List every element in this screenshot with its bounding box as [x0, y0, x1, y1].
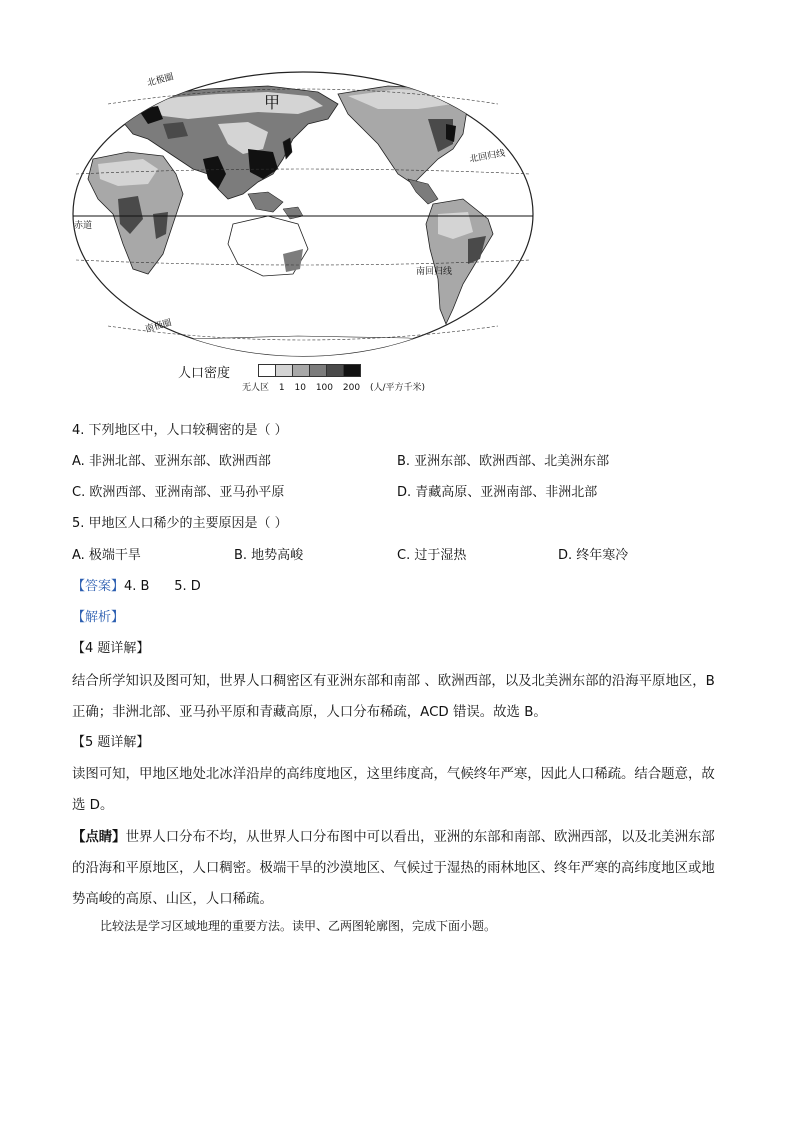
legend-tick: 无人区 — [242, 383, 270, 393]
map-legend — [178, 360, 478, 396]
detail-4-heading: 【4 题详解】 — [72, 641, 150, 656]
legend-swatch — [343, 364, 361, 377]
analysis-tag: 【解析】 — [72, 610, 125, 625]
question-5-option-c: C. 过于湿热 — [397, 548, 467, 563]
question-4-option-c: C. 欧洲西部、亚洲南部、亚马孙平原 — [72, 485, 285, 500]
answer-tag: 【答案】 — [72, 579, 125, 594]
legend-swatch — [326, 364, 344, 377]
label-tropic-of-capricorn: 南回归线 — [416, 267, 453, 277]
legend-swatch — [258, 364, 276, 377]
detail-5-paragraph: 读图可知，甲地区地处北冰洋沿岸的高纬度地区，这里纬度高，气候终年严寒，因此人口稀疏。结合题意，故选 D。 — [72, 767, 715, 813]
world-population-map — [68, 64, 538, 364]
answer-line — [72, 578, 201, 596]
label-equator: 赤道 — [74, 221, 93, 231]
landmass-greenland — [468, 70, 513, 99]
question-4-option-d: D. 青藏高原、亚洲南部、非洲北部 — [397, 485, 598, 500]
legend-swatch — [275, 364, 293, 377]
answer-text: 4. B 5. D — [124, 579, 201, 594]
label-jia: 甲 — [264, 93, 281, 112]
legend-labels — [242, 380, 432, 393]
question-5-option-b: B. 地势高峻 — [234, 548, 304, 563]
legend-tick: 1 — [278, 383, 285, 393]
question-5-stem: 5. 甲地区人口稀少的主要原因是（ ） — [72, 516, 288, 531]
question-4-stem: 4. 下列地区中，人口较稠密的是（ ） — [72, 423, 288, 438]
label-tropic-of-cancer: 北回归线 — [468, 148, 506, 165]
legend-tick: 200 — [342, 383, 361, 393]
legend-tick: 10 — [294, 383, 306, 393]
tip-paragraph — [72, 822, 722, 915]
tip-text: 世界人口分布不均，从世界人口分布图中可以看出，亚洲的东部和南部、欧洲西部，以及北美洲东部的沿海和平原地区，人口稠密。极端干旱的沙漠地区、气候过于湿热的雨林地区、终年严寒的高纬度地区或地势高峻的高原、山区，人口稀疏。 — [72, 830, 715, 907]
legend-title: 人口密度 — [178, 366, 231, 381]
detail-4-paragraph: 结合所学知识及图可知，世界人口稠密区有亚洲东部和南部 、欧洲西部，以及北美洲东部的沿海平原地区，B 正确；非洲北部、亚马孙平原和青藏高原，人口分布稀疏，ACD 错误。故选 B。 — [72, 674, 715, 720]
legend-unit: (人/平方千米) — [369, 383, 426, 393]
question-5-option-d: D. 终年寒冷 — [558, 548, 629, 563]
detail-5-heading: 【5 题详解】 — [72, 735, 150, 750]
label-north-polar-circle: 北极圈 — [146, 72, 175, 89]
legend-swatches — [258, 364, 360, 377]
legend-swatch — [309, 364, 327, 377]
question-5-option-a: A. 极端干旱 — [72, 548, 141, 563]
closing-instruction: 比较法是学习区域地理的重要方法。读甲、乙两图轮廓图，完成下面小题。 — [100, 919, 497, 933]
label-south-polar-circle: 南极圈 — [144, 318, 173, 335]
tip-tag: 【点睛】 — [72, 830, 126, 845]
analysis-line — [72, 609, 124, 627]
question-4-option-a: A. 非洲北部、亚洲东部、欧洲西部 — [72, 454, 271, 469]
legend-swatch — [292, 364, 310, 377]
legend-tick: 100 — [315, 383, 334, 393]
question-4-option-b: B. 亚洲东部、欧洲西部、北美洲东部 — [397, 454, 610, 469]
